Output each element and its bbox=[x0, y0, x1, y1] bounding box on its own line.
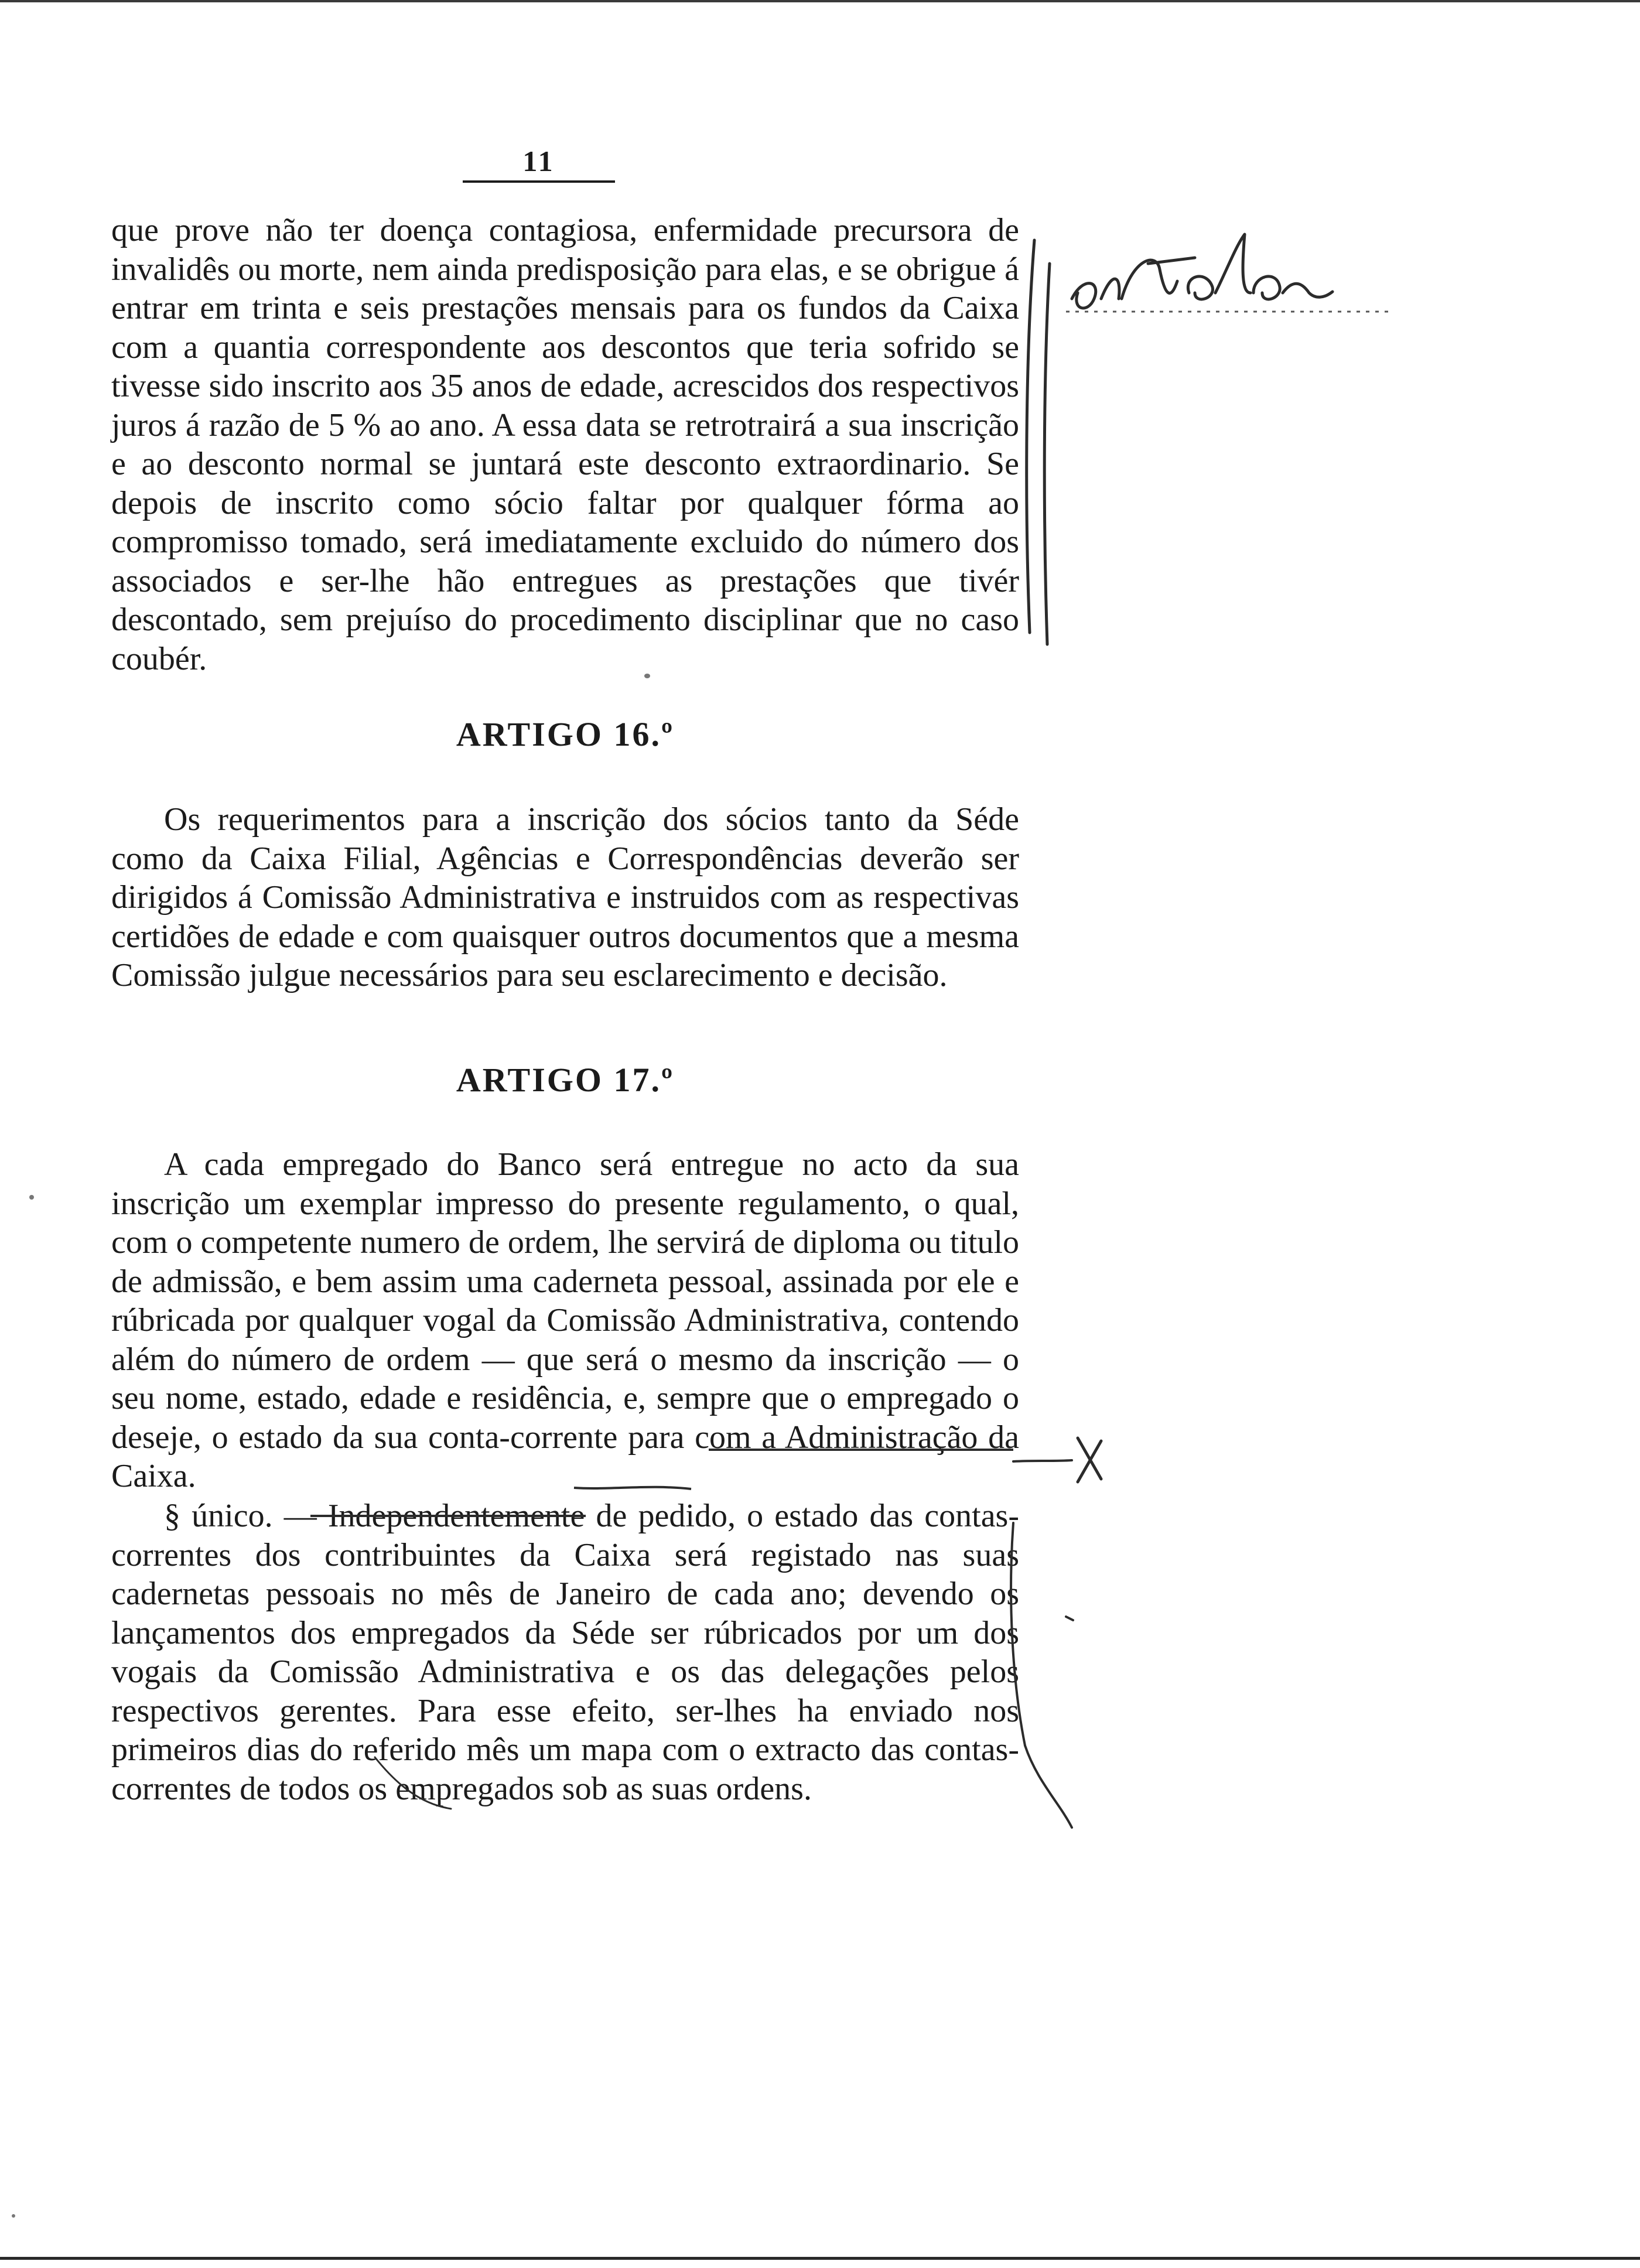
article-17-paragraph: A cada empregado do Banco será entregue no acto da sua inscrição um exemplar impresso do presente regulamento, o qual, com o competente numero de ordem, lhe servirá de diploma ou titulo de admissão, e bem assim uma caderneta pessoal, assinada por ele e rúbricada por qualquer vogal da Comissão Administrativa, contendo além do número de ordem — que será o mesmo da inscrição — o seu nome, estado, edade e residência, e, sempre que o empregado o deseje, o estado da sua conta-corrente para com a Administração da Caixa. bbox=[111, 1146, 1019, 1494]
margin-note-text: eliminadas bbox=[1089, 323, 1160, 337]
scan-speck bbox=[29, 1195, 34, 1200]
handwritten-margin-note bbox=[1019, 211, 1429, 668]
page-number: 11 bbox=[522, 145, 555, 177]
scan-edge-top bbox=[0, 0, 1640, 2]
page-number-rule bbox=[463, 180, 615, 183]
scan-edge-bottom bbox=[0, 2257, 1640, 2260]
article-17-heading: ARTIGO 17.º bbox=[456, 1061, 675, 1099]
scan-speck bbox=[12, 2214, 15, 2218]
strikethrough-independentemente bbox=[310, 1510, 586, 1522]
intro-paragraph: que prove não ter doença contagiosa, enfermidade precursora de invalidês ou morte, nem ainda predisposição para elas, e se obrigue á entrar em trinta e seis prestações mensais para os fundos da Caixa com a quantia correspondente aos descontos que teria sofrido se tivesse sido inscrito aos 35 anos de edade, acrescidos dos respectivos juros á razão de 5 % ao ano. A essa data se retrotrairá a sua inscrição e ao desconto normal se juntará este desconto extraordinario. Se depois de inscrito como sócio faltar por qualquer fórma ao compromisso tomado, será imediatamente excluido do número dos associados e ser-lhe hão entregues as prestações que tivér descontado, sem prejuíso do procedimento disciplinar que no caso coubér. bbox=[111, 212, 1019, 677]
lower-margin-bracket bbox=[966, 1418, 1119, 1828]
stray-pen-stroke bbox=[375, 1757, 457, 1810]
article-17-unico-paragraph: § único. — Independentemente de pedido, o estado das contas-correntes dos contribuintes da Caixa será registado nas suas cadernetas pessoais no mês de Janeiro de cada ano; devendo os lançamentos dos empregados da Séde ser rúbricados por um dos vogais da Comissão Administrativa e os das delegações pelos respectivos gerentes. Para esse efeito, ser-lhes ha enviado nos primeiros dias do referido mês um mapa com o extracto das contas-correntes de todos os empregados sob as suas ordens. bbox=[111, 1498, 1019, 1807]
scan-speck bbox=[644, 674, 650, 678]
article-16-heading: ARTIGO 16.º bbox=[456, 715, 675, 753]
strikethrough-caixa bbox=[574, 1482, 691, 1494]
article-16-paragraph: Os requerimentos para a inscrição dos sócios tanto da Séde como da Caixa Filial, Agências e Correspondências deverão ser dirigidos á Comissão Administrativa e instruidos com as respectivas certidões de edade e com quaisquer outros documentos que a mesma Comissão julgue necessários para seu esclarecimento e decisão. bbox=[111, 801, 1019, 993]
